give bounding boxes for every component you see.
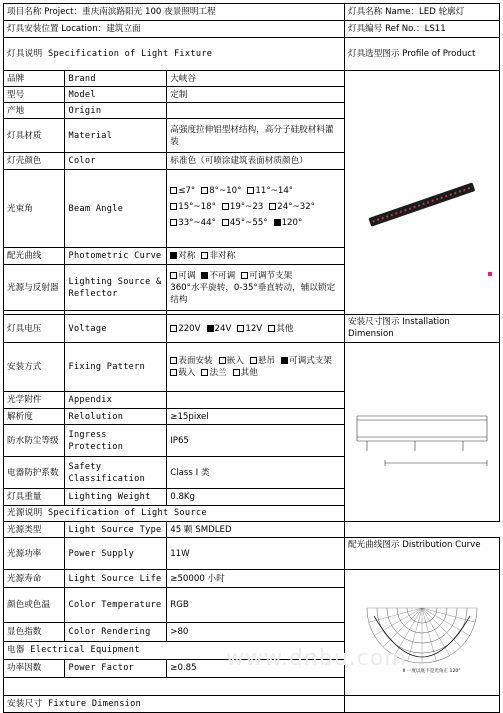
option-label: 24V bbox=[214, 323, 232, 334]
led-bar-body bbox=[368, 182, 475, 226]
distribution-curve-cell bbox=[344, 570, 499, 696]
distribution-curve bbox=[345, 570, 499, 695]
option-label: 120° bbox=[281, 217, 303, 228]
voltage-label: 灯具电压 bbox=[4, 315, 65, 343]
beam-option-row bbox=[170, 201, 341, 214]
weight-en: Lighting Weight bbox=[65, 489, 167, 505]
beam-option[interactable] bbox=[170, 186, 195, 196]
polar-spoke bbox=[374, 608, 422, 636]
material-label: 灯具材质 bbox=[4, 119, 65, 153]
ingress-label: 防水防尘等级 bbox=[4, 425, 65, 457]
polar-spoke bbox=[422, 608, 470, 636]
beam-option[interactable] bbox=[201, 186, 241, 196]
color-label: 灯壳颜色 bbox=[4, 153, 65, 170]
checkbox-unchecked[interactable] bbox=[222, 219, 229, 226]
checkbox-unchecked[interactable] bbox=[222, 203, 229, 210]
install-drawing-lines bbox=[357, 416, 487, 466]
photometric-option[interactable] bbox=[201, 251, 235, 261]
beam-label: 光束角 bbox=[4, 170, 65, 248]
color-en: Color bbox=[65, 153, 167, 170]
checkbox-unchecked[interactable] bbox=[201, 252, 208, 259]
checkbox-unchecked[interactable] bbox=[241, 272, 248, 279]
option-label: 8°~10° bbox=[209, 185, 242, 196]
photometric-en: Photometric Curve bbox=[65, 248, 167, 265]
fixing-option[interactable] bbox=[233, 368, 258, 378]
option-label: 可调式支架 bbox=[289, 356, 333, 367]
gap-row bbox=[4, 677, 345, 695]
polar-spoke bbox=[422, 608, 450, 656]
checkbox-checked[interactable] bbox=[201, 272, 208, 279]
lighting-source-en: Lighting Source & Reflector bbox=[65, 265, 167, 311]
resolution-label: 解析度 bbox=[4, 408, 65, 424]
spec-heading: 灯具说明 Specification of Light Fixture bbox=[4, 38, 345, 71]
option-label: 非对称 bbox=[209, 251, 236, 261]
lighting-source-option[interactable] bbox=[241, 271, 292, 281]
install-location: 灯具安装位置 Location：建筑立面 bbox=[4, 21, 345, 38]
appendix-value bbox=[167, 392, 345, 408]
brand-value: 大峡谷 bbox=[167, 71, 345, 87]
fixing-option[interactable] bbox=[219, 356, 244, 366]
lighting-source-label: 光源与反射器 bbox=[4, 265, 65, 311]
model-en: Model bbox=[65, 87, 167, 103]
option-label: 33°~44° bbox=[178, 217, 216, 228]
fixture-dimension-right bbox=[344, 696, 499, 713]
option-label: 其他 bbox=[240, 368, 258, 379]
profile-image-cell bbox=[344, 71, 499, 315]
option-label: ≤7° bbox=[178, 185, 196, 196]
ingress-value: IP65 bbox=[167, 425, 345, 457]
lighting-source-option[interactable] bbox=[170, 271, 195, 281]
rendering-label: 显色指数 bbox=[4, 623, 65, 641]
fixing-options bbox=[167, 343, 345, 392]
checkbox-unchecked[interactable] bbox=[170, 369, 177, 376]
option-label: 载入 bbox=[178, 368, 196, 379]
checkbox-unchecked[interactable] bbox=[268, 325, 275, 332]
safety-label: 电器防护系数 bbox=[4, 457, 65, 489]
material-en: Material bbox=[65, 119, 167, 153]
watermark: www.dnbu.com bbox=[226, 646, 407, 671]
led-bar-image bbox=[345, 77, 499, 309]
option-label: 不可调 bbox=[209, 270, 236, 281]
fixing-option[interactable] bbox=[201, 368, 226, 378]
lighting-source-note: 360°水平旋转，0-35°垂直转动，辅以锁定结构 bbox=[170, 282, 336, 305]
electrical-heading: 电器 Electrical Equipment bbox=[4, 641, 345, 659]
beam-option[interactable] bbox=[222, 218, 268, 228]
option-label: 可调 bbox=[178, 270, 196, 281]
option-label: 220V bbox=[178, 323, 201, 334]
brand-label: 品牌 bbox=[4, 71, 65, 87]
fixture-ref: 灯具编号 Ref No.：LS11 bbox=[344, 21, 499, 38]
voltage-option[interactable] bbox=[268, 324, 293, 334]
option-label: 其他 bbox=[276, 323, 294, 334]
checkbox-unchecked[interactable] bbox=[237, 325, 244, 332]
voltage-option[interactable] bbox=[207, 324, 232, 334]
voltage-options bbox=[167, 315, 345, 343]
life-label: 光源寿命 bbox=[4, 570, 65, 588]
option-label: 15°~18° bbox=[178, 201, 216, 212]
spec-table bbox=[3, 3, 500, 713]
origin-label: 产地 bbox=[4, 103, 65, 119]
option-label: 12V bbox=[245, 323, 263, 334]
origin-value bbox=[167, 103, 345, 119]
project-title: 项目名称 Project：重庆南滨路阳光 100 夜景照明工程 bbox=[4, 4, 345, 21]
photometric-options bbox=[167, 248, 345, 265]
beam-option[interactable] bbox=[170, 202, 216, 212]
option-label: 表面安装 bbox=[178, 356, 213, 367]
weight-label: 灯具重量 bbox=[4, 489, 65, 505]
voltage-option[interactable] bbox=[170, 324, 200, 334]
resolution-en: Relolution bbox=[65, 408, 167, 424]
photometric-label: 配光曲线 bbox=[4, 248, 65, 265]
material-value: 高强度拉伸铝型材结构，高分子硅胶材料灌装 bbox=[167, 119, 345, 153]
beam-en: Beam Angle bbox=[65, 170, 167, 248]
beam-option[interactable] bbox=[222, 202, 263, 212]
checkbox-unchecked[interactable] bbox=[170, 325, 177, 332]
install-drawing bbox=[345, 343, 499, 521]
weight-value: 0.8Kg bbox=[167, 489, 345, 505]
color-temp-label: 颜色或色温 bbox=[4, 588, 65, 623]
voltage-en: Voltage bbox=[65, 315, 167, 343]
source-spec-heading: 光源说明 Specification of Light Source bbox=[4, 505, 345, 521]
power-supply-value: 11W bbox=[167, 538, 345, 570]
photometric-option[interactable] bbox=[170, 251, 195, 261]
fixing-option[interactable] bbox=[250, 356, 275, 366]
power-factor-value: ≥0.85 bbox=[167, 659, 345, 677]
life-value: ≥50000 小时 bbox=[167, 570, 345, 588]
option-label: 11°~14° bbox=[255, 185, 294, 196]
checkbox-unchecked[interactable] bbox=[201, 187, 208, 194]
install-heading: 安装尺寸图示 Installation Dimension bbox=[344, 315, 499, 343]
marker-dot bbox=[488, 272, 492, 276]
option-label: 对称 bbox=[178, 251, 196, 261]
fixing-option[interactable] bbox=[281, 356, 332, 366]
curve-caption: Ⅱ 一度以底不是光角正 120° bbox=[402, 669, 461, 674]
checkbox-checked[interactable] bbox=[281, 357, 288, 364]
polar-spoke bbox=[422, 608, 461, 647]
power-factor-label: 功率因数 bbox=[4, 659, 65, 677]
model-value: 定制 bbox=[167, 87, 345, 103]
spec-sheet bbox=[3, 3, 500, 709]
option-label: 嵌入 bbox=[226, 356, 244, 367]
checkbox-unchecked[interactable] bbox=[170, 357, 177, 364]
color-temp-en: Color Temperature bbox=[65, 588, 167, 623]
beam-option[interactable] bbox=[269, 202, 315, 212]
appendix-en: Appendix bbox=[65, 392, 167, 408]
distribution-heading: 配光曲线图示 Distribution Curve bbox=[344, 538, 499, 570]
checkbox-unchecked[interactable] bbox=[170, 187, 177, 194]
beam-options bbox=[167, 170, 345, 248]
fixing-option[interactable] bbox=[170, 368, 195, 378]
beam-option-row bbox=[170, 185, 341, 198]
option-label: 19°~23 bbox=[229, 201, 264, 212]
option-label: 45°~55° bbox=[229, 217, 268, 228]
option-label: 悬吊 bbox=[257, 356, 276, 367]
profile-heading: 灯具选型图示 Profile of Product bbox=[344, 38, 499, 71]
checkbox-unchecked[interactable] bbox=[170, 219, 177, 226]
checkbox-checked[interactable] bbox=[274, 219, 281, 226]
checkbox-unchecked[interactable] bbox=[250, 357, 257, 364]
brand-en: Brand bbox=[65, 71, 167, 87]
resolution-value: ≥15pixel bbox=[167, 408, 345, 424]
model-label: 型号 bbox=[4, 87, 65, 103]
source-type-label: 光源类型 bbox=[4, 522, 65, 538]
source-type-value: 45 颗 SMDLED bbox=[167, 522, 345, 538]
checkbox-unchecked[interactable] bbox=[170, 272, 177, 279]
checkbox-unchecked[interactable] bbox=[233, 369, 240, 376]
lighting-source-option[interactable] bbox=[201, 271, 235, 281]
lighting-source-options bbox=[167, 265, 345, 311]
power-supply-en: Power Supply bbox=[65, 538, 167, 570]
beam-option[interactable] bbox=[274, 218, 303, 228]
voltage-option[interactable] bbox=[237, 324, 262, 334]
origin-en: Origin bbox=[65, 103, 167, 119]
source-type-en: Light Source Type bbox=[65, 522, 167, 538]
rendering-en: Color Rendering bbox=[65, 623, 167, 641]
fixing-label: 安装方式 bbox=[4, 343, 65, 392]
fixing-option[interactable] bbox=[170, 356, 212, 366]
power-supply-label: 光源功率 bbox=[4, 538, 65, 570]
checkbox-unchecked[interactable] bbox=[201, 369, 208, 376]
checkbox-checked[interactable] bbox=[170, 252, 177, 259]
safety-value: Class I 类 bbox=[167, 457, 345, 489]
safety-en: Safety Classification bbox=[65, 457, 167, 489]
checkbox-unchecked[interactable] bbox=[219, 357, 226, 364]
beam-option[interactable] bbox=[247, 186, 293, 196]
ingress-en: Ingress Protection bbox=[65, 425, 167, 457]
fixture-name: 灯具名称 Name：LED 轮廓灯 bbox=[344, 4, 499, 21]
beam-option[interactable] bbox=[170, 218, 216, 228]
appendix-label: 光学附件 bbox=[4, 392, 65, 408]
option-label: 24°~32° bbox=[277, 201, 315, 212]
polar-spoke bbox=[383, 608, 422, 647]
color-value: 标准色（可喷涂建筑表面材质颜色） bbox=[167, 153, 345, 170]
power-factor-en: Power Factor bbox=[65, 659, 167, 677]
beam-option-row bbox=[170, 217, 341, 230]
life-en: Light Source Life bbox=[65, 570, 167, 588]
option-label: 可调节支架 bbox=[249, 270, 293, 281]
checkbox-unchecked[interactable] bbox=[247, 187, 254, 194]
option-label: 法兰 bbox=[209, 368, 227, 379]
fixing-en: Fixing Pattern bbox=[65, 343, 167, 392]
fixture-dimension-heading: 安装尺寸 Fixture Dimension bbox=[4, 696, 345, 713]
checkbox-unchecked[interactable] bbox=[170, 203, 177, 210]
checkbox-checked[interactable] bbox=[207, 325, 214, 332]
color-temp-value: RGB bbox=[167, 588, 345, 623]
install-drawing-cell bbox=[344, 343, 499, 522]
rendering-value: >80 bbox=[167, 623, 345, 641]
checkbox-unchecked[interactable] bbox=[269, 203, 276, 210]
